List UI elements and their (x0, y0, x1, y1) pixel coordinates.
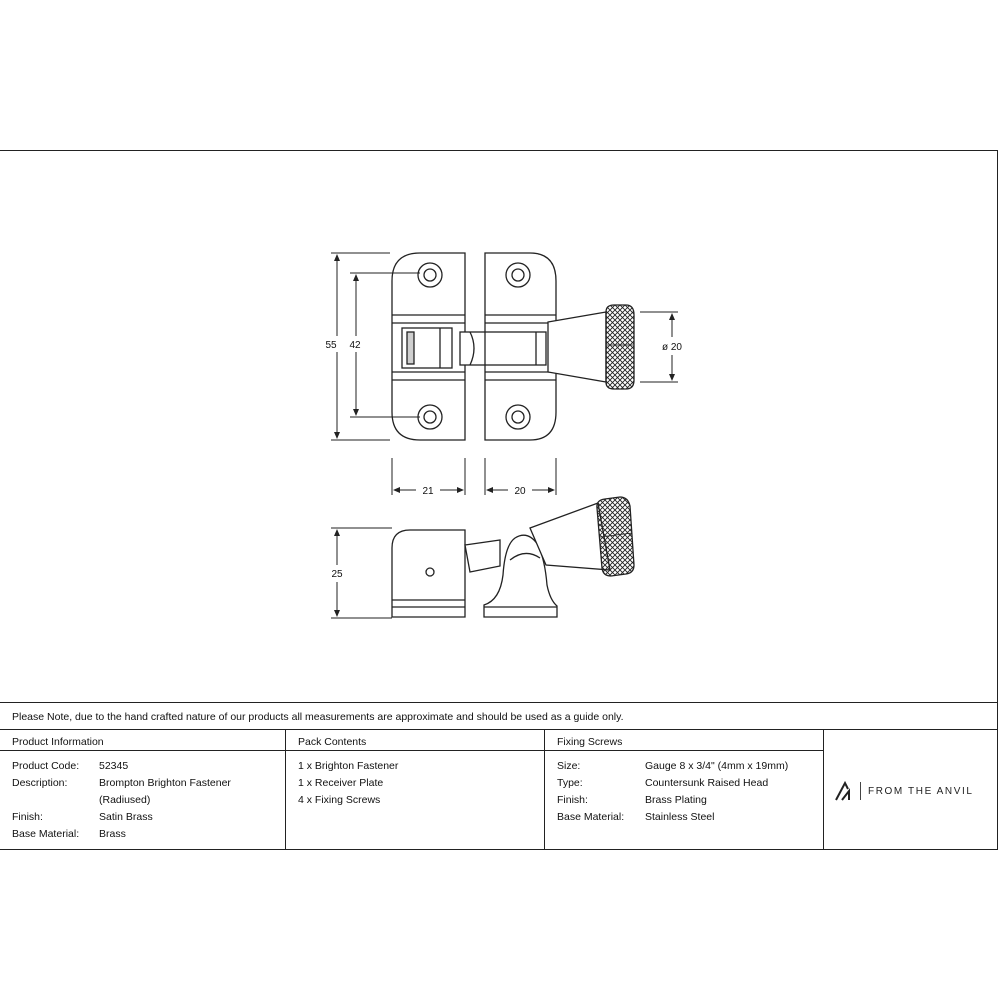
pack-contents-header: Pack Contents (298, 736, 367, 748)
fixing-screws-table (545, 730, 824, 850)
row-value: Satin Brass (99, 811, 153, 823)
dim-height-inner: 42 (349, 340, 361, 351)
row-value: Brompton Brighton Fastener (99, 777, 231, 789)
screw-hole-icon (418, 263, 442, 287)
dim-diameter: ø 20 (661, 342, 683, 353)
row-label: Size: (557, 760, 581, 772)
row-label: Finish: (557, 794, 588, 806)
dim-width-left: 21 (422, 486, 434, 497)
bolt-side (465, 540, 500, 572)
anvil-a-logo-icon (834, 780, 856, 802)
disclaimer-note: Please Note, due to the hand crafted nature of our products all measurements are approximate and should be used as a guide only. (0, 702, 998, 730)
row-value: Brass (99, 828, 126, 840)
fixing-screws-header: Fixing Screws (557, 736, 623, 748)
screw-hole-icon (506, 405, 530, 429)
bolt-shaft (460, 332, 546, 365)
product-information-table (0, 730, 286, 850)
handle-taper (548, 312, 606, 382)
row-label: Product Code: (12, 760, 80, 772)
dim-height-outer: 55 (325, 340, 337, 351)
row-label: Base Material: (12, 828, 80, 840)
list-item: 1 x Receiver Plate (298, 777, 384, 789)
screw-hole-icon (418, 405, 442, 429)
brand-block (824, 730, 998, 850)
dim-width-right: 20 (514, 486, 526, 497)
row-label: Finish: (12, 811, 43, 823)
list-item: 1 x Brighton Fastener (298, 760, 399, 772)
fastener-body-side (392, 530, 465, 617)
row-value: Stainless Steel (645, 811, 715, 823)
row-label: Description: (12, 777, 68, 789)
side-view (392, 497, 634, 617)
pack-contents-table (286, 730, 545, 850)
list-item: 4 x Fixing Screws (298, 794, 381, 806)
knurled-knob-icon (606, 305, 634, 389)
dim-depth: 25 (331, 569, 343, 580)
row-value: Countersunk Raised Head (645, 777, 769, 789)
row-label: Base Material: (557, 811, 625, 823)
row-value: Gauge 8 x 3/4" (4mm x 19mm) (645, 760, 789, 772)
product-information-header: Product Information (12, 736, 104, 748)
screw-hole-icon (506, 263, 530, 287)
row-value: 52345 (99, 760, 129, 772)
brand-name: FROM THE ANVIL (868, 786, 974, 797)
row-label: Type: (557, 777, 583, 789)
top-view (392, 253, 634, 440)
row-value: Brass Plating (645, 794, 707, 806)
row-value: (Radiused) (99, 794, 151, 806)
